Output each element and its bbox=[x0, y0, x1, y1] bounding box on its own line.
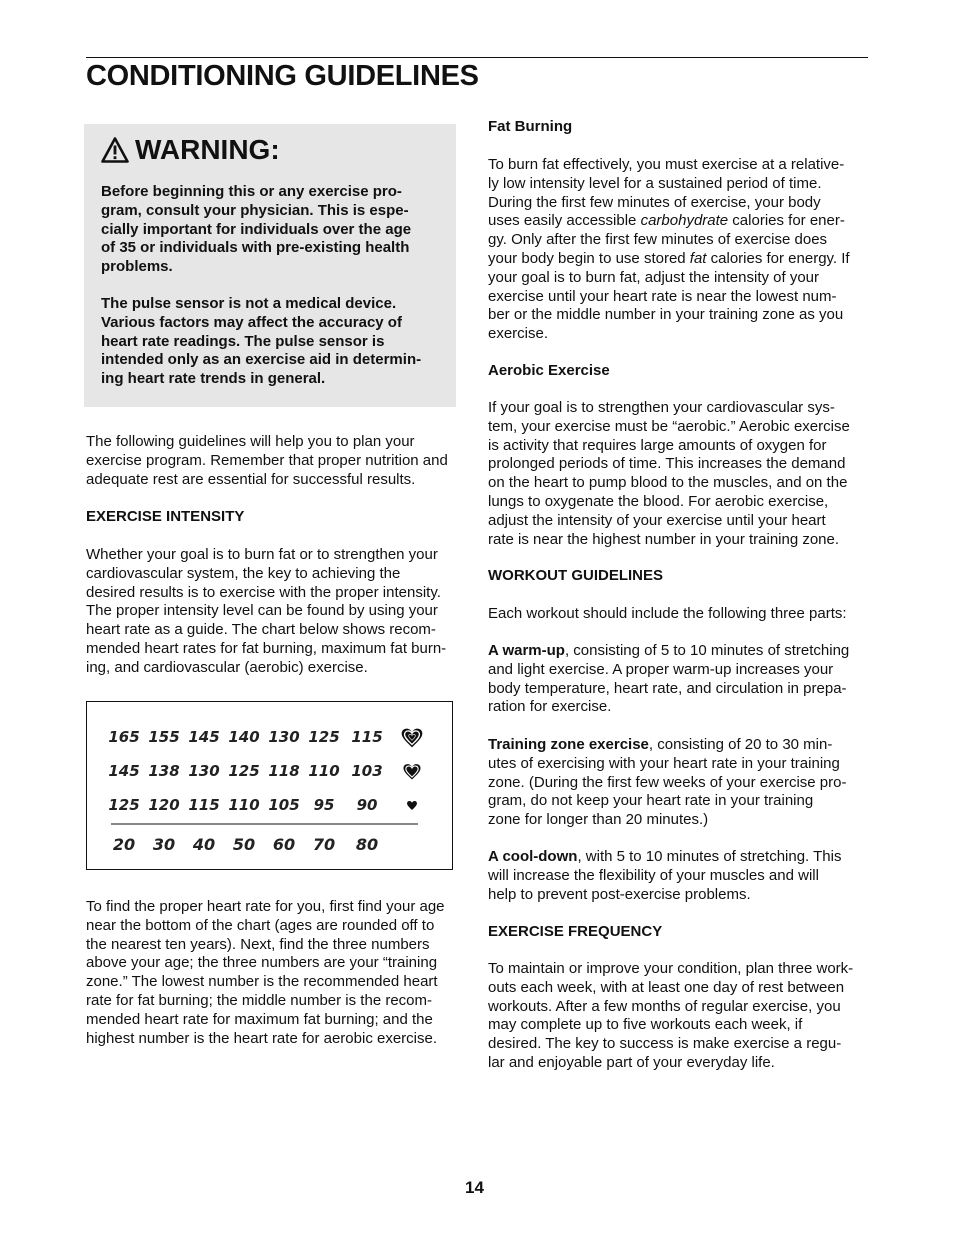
text-line: , consisting of 20 to 30 min- bbox=[648, 736, 833, 753]
heart-rate-value: 110 bbox=[228, 796, 260, 814]
text-line: body temperature, heart rate, and circulation in prepa- bbox=[488, 679, 847, 697]
workout-intro-paragraph bbox=[488, 605, 872, 624]
intro-paragraph bbox=[86, 433, 466, 489]
text-line: lungs to oxygenate the blood. For aerobic exercise, bbox=[488, 492, 829, 510]
text-line: is activity that requires large amounts of oxygen for bbox=[488, 436, 827, 454]
text-line: above your age; the three numbers are your “training bbox=[86, 954, 438, 972]
text-line: Each workout should include the following three parts: bbox=[488, 605, 847, 622]
heart-large-icon bbox=[402, 729, 423, 748]
text-line: heart rate readings. The pulse sensor is bbox=[101, 332, 385, 350]
heart-rate-chart bbox=[86, 701, 453, 870]
heart-rate-value: 125 bbox=[308, 728, 340, 746]
heart-rate-value: 145 bbox=[188, 728, 220, 746]
text-line: desired. The key to success is make exercise a regu- bbox=[488, 1035, 842, 1053]
text-line: , with 5 to 10 minutes of stretching. This bbox=[577, 848, 842, 865]
fat-burning-paragraph bbox=[488, 156, 872, 344]
text-line: desired results is to exercise with the proper intensity. bbox=[86, 583, 441, 601]
warning-pulse-sensor-text bbox=[101, 295, 443, 389]
text-line: cially important for individuals over the age bbox=[101, 220, 412, 238]
text-line: Various factors may affect the accuracy of bbox=[101, 313, 402, 331]
age-label: 70 bbox=[312, 835, 336, 854]
text-line: cardiovascular system, the key to achieving the bbox=[86, 564, 401, 582]
exercise-intensity-paragraph bbox=[86, 546, 466, 678]
workout-guidelines-heading: WORKOUT GUIDELINES bbox=[488, 567, 663, 584]
paragraph-lead-label: A warm-up bbox=[488, 642, 565, 659]
text-line: and light exercise. A proper warm-up increases your bbox=[488, 660, 834, 678]
text-line: problems. bbox=[101, 258, 173, 276]
exercise-frequency-heading: EXERCISE FREQUENCY bbox=[488, 923, 663, 940]
heart-rate-value: 125 bbox=[228, 762, 260, 780]
text-line: highest number is the heart rate for aerobic exercise. bbox=[86, 1029, 438, 1047]
heart-rate-value: 145 bbox=[108, 762, 140, 780]
age-label: 50 bbox=[232, 835, 256, 854]
text-segment: calories for energy. If bbox=[706, 249, 850, 267]
age-label: 40 bbox=[192, 835, 216, 854]
heart-rate-value: 140 bbox=[228, 728, 260, 746]
text-line: help to prevent post-exercise problems. bbox=[488, 885, 751, 903]
warning-heading-text: WARNING: bbox=[135, 134, 280, 165]
italic-term: carbohydrate bbox=[640, 212, 729, 230]
heart-rate-value: 118 bbox=[268, 762, 300, 780]
heart-rate-value: 130 bbox=[268, 728, 300, 746]
text-line: ing heart rate trends in general. bbox=[101, 370, 326, 388]
heart-rate-value: 115 bbox=[351, 728, 383, 746]
text-line: lar and enjoyable part of your everyday life. bbox=[488, 1053, 775, 1071]
heart-rate-value: 125 bbox=[108, 796, 140, 814]
heart-rate-value: 90 bbox=[356, 796, 378, 814]
text-line: will increase the flexibility of your muscles and will bbox=[488, 866, 819, 884]
text-line: gram, consult your physician. This is espe- bbox=[101, 201, 409, 219]
text-line: utes of exercising with your heart rate in your training bbox=[488, 754, 840, 772]
text-line: zone for longer than 20 minutes.) bbox=[488, 811, 709, 829]
heart-rate-value: 120 bbox=[148, 796, 180, 814]
text-line: Before beginning this or any exercise pro- bbox=[101, 183, 402, 200]
paragraph-lead-label: A cool-down bbox=[488, 848, 578, 865]
age-label: 80 bbox=[355, 835, 379, 854]
exercise-intensity-heading: EXERCISE INTENSITY bbox=[86, 508, 245, 525]
text-line: ing, and cardiovascular (aerobic) exercise. bbox=[86, 658, 368, 676]
heart-rate-value: 155 bbox=[148, 728, 180, 746]
aerobic-exercise-heading: Aerobic Exercise bbox=[488, 362, 610, 379]
text-line: may complete up to five workouts each week, if bbox=[488, 1016, 803, 1034]
italic-term: fat bbox=[689, 249, 707, 267]
top-rule bbox=[86, 57, 868, 58]
text-line: mended heart rate for maximum fat burning; and the bbox=[86, 1010, 433, 1028]
heart-rate-value: 138 bbox=[148, 762, 180, 780]
text-line: rate is near the highest number in your training zone. bbox=[488, 530, 840, 548]
fat-burning-heading: Fat Burning bbox=[488, 118, 573, 135]
text-line: tem, your exercise must be “aerobic.” Aerobic exercise bbox=[488, 417, 850, 435]
text-line: the nearest ten years). Next, find the three numbers bbox=[86, 935, 430, 953]
text-line: rate for fat burning; the middle number is the recom- bbox=[86, 991, 432, 1009]
text-line: prolonged periods of time. This increases the demand bbox=[488, 455, 846, 473]
aerobic-exercise-paragraph bbox=[488, 399, 872, 549]
heart-rate-value: 95 bbox=[313, 796, 335, 814]
text-line: of 35 or individuals with pre-existing health bbox=[101, 239, 410, 257]
text-segment: ber or the middle number in your training zone as you bbox=[488, 306, 844, 324]
heart-rate-value: 103 bbox=[351, 762, 383, 780]
text-line: gram, do not keep your heart rate in your training bbox=[488, 792, 814, 810]
heart-rate-value: 110 bbox=[308, 762, 340, 780]
text-line: heart rate as a guide. The chart below shows recom- bbox=[86, 621, 436, 639]
text-segment: calories for ener- bbox=[728, 212, 845, 230]
text-line: intended only as an exercise aid in determin- bbox=[101, 351, 422, 369]
heart-rate-value: 165 bbox=[108, 728, 140, 746]
exercise-frequency-paragraph bbox=[488, 960, 872, 1073]
text-line: If your goal is to strengthen your cardiovascular sys- bbox=[488, 399, 835, 416]
warning-box bbox=[84, 124, 456, 407]
text-line: mended heart rates for fat burning, maximum fat burn- bbox=[86, 639, 447, 657]
text-line: exercise program. Remember that proper nutrition and bbox=[86, 451, 448, 469]
warning-triangle-icon bbox=[101, 137, 129, 163]
warning-heading bbox=[101, 134, 280, 166]
training-zone-paragraph bbox=[488, 736, 872, 830]
text-line: Whether your goal is to burn fat or to strengthen your bbox=[86, 546, 438, 563]
heart-rate-chart-svg bbox=[87, 702, 454, 871]
text-line: zone. (During the first few weeks of your exercise pro- bbox=[488, 773, 847, 791]
text-segment: your body begin to use stored bbox=[488, 249, 690, 267]
heart-rate-value: 115 bbox=[188, 796, 220, 814]
text-line: The proper intensity level can be found by using your bbox=[86, 602, 438, 620]
age-label: 20 bbox=[112, 835, 136, 854]
text-line: , consisting of 5 to 10 minutes of stretching bbox=[564, 642, 850, 659]
text-line: ration for exercise. bbox=[488, 698, 612, 716]
text-segment: exercise. bbox=[488, 325, 549, 343]
text-line: near the bottom of the chart (ages are rounded off to bbox=[86, 916, 435, 934]
heart-medium-icon bbox=[403, 764, 420, 779]
warning-physician-text bbox=[101, 183, 443, 277]
text-segment: During the first few minutes of exercise, your body bbox=[488, 193, 821, 211]
text-line: outs each week, with at least one day of rest between bbox=[488, 978, 845, 996]
page-number: 14 bbox=[465, 1178, 484, 1197]
text-line: workouts. After a few months of regular exercise, you bbox=[488, 997, 841, 1015]
text-line: adequate rest are essential for successful results. bbox=[86, 470, 416, 488]
paragraph-lead-label: Training zone exercise bbox=[488, 736, 649, 753]
text-segment: ly low intensity level for a sustained period of time. bbox=[488, 174, 822, 192]
text-segment: gy. Only after the first few minutes of exercise does bbox=[488, 231, 828, 249]
text-segment: your goal is to burn fat, adjust the intensity of your bbox=[488, 268, 820, 286]
warm-up-paragraph bbox=[488, 642, 872, 717]
text-line: on the heart to pump blood to the muscles, and on the bbox=[488, 474, 848, 492]
text-line: The pulse sensor is not a medical device. bbox=[101, 295, 397, 312]
text-line: zone.” The lowest number is the recommended heart bbox=[86, 973, 438, 991]
heart-small-icon bbox=[407, 801, 417, 810]
text-segment: To burn fat effectively, you must exercise at a relative- bbox=[488, 156, 845, 173]
text-segment: uses easily accessible bbox=[488, 212, 641, 230]
heart-rate-value: 130 bbox=[188, 762, 220, 780]
heart-rate-value: 105 bbox=[268, 796, 300, 814]
find-heart-rate-paragraph bbox=[86, 898, 466, 1048]
text-segment: exercise until your heart rate is near the lowest num- bbox=[488, 287, 837, 305]
age-label: 30 bbox=[152, 835, 176, 854]
text-line: The following guidelines will help you to plan your bbox=[86, 433, 415, 450]
page-title: CONDITIONING GUIDELINES bbox=[86, 60, 479, 92]
text-line: adjust the intensity of your exercise until your heart bbox=[488, 511, 826, 529]
text-line: To find the proper heart rate for you, first find your age bbox=[86, 898, 445, 915]
text-line: To maintain or improve your condition, plan three work- bbox=[488, 960, 854, 977]
cool-down-paragraph bbox=[488, 848, 872, 904]
age-label: 60 bbox=[272, 835, 296, 854]
